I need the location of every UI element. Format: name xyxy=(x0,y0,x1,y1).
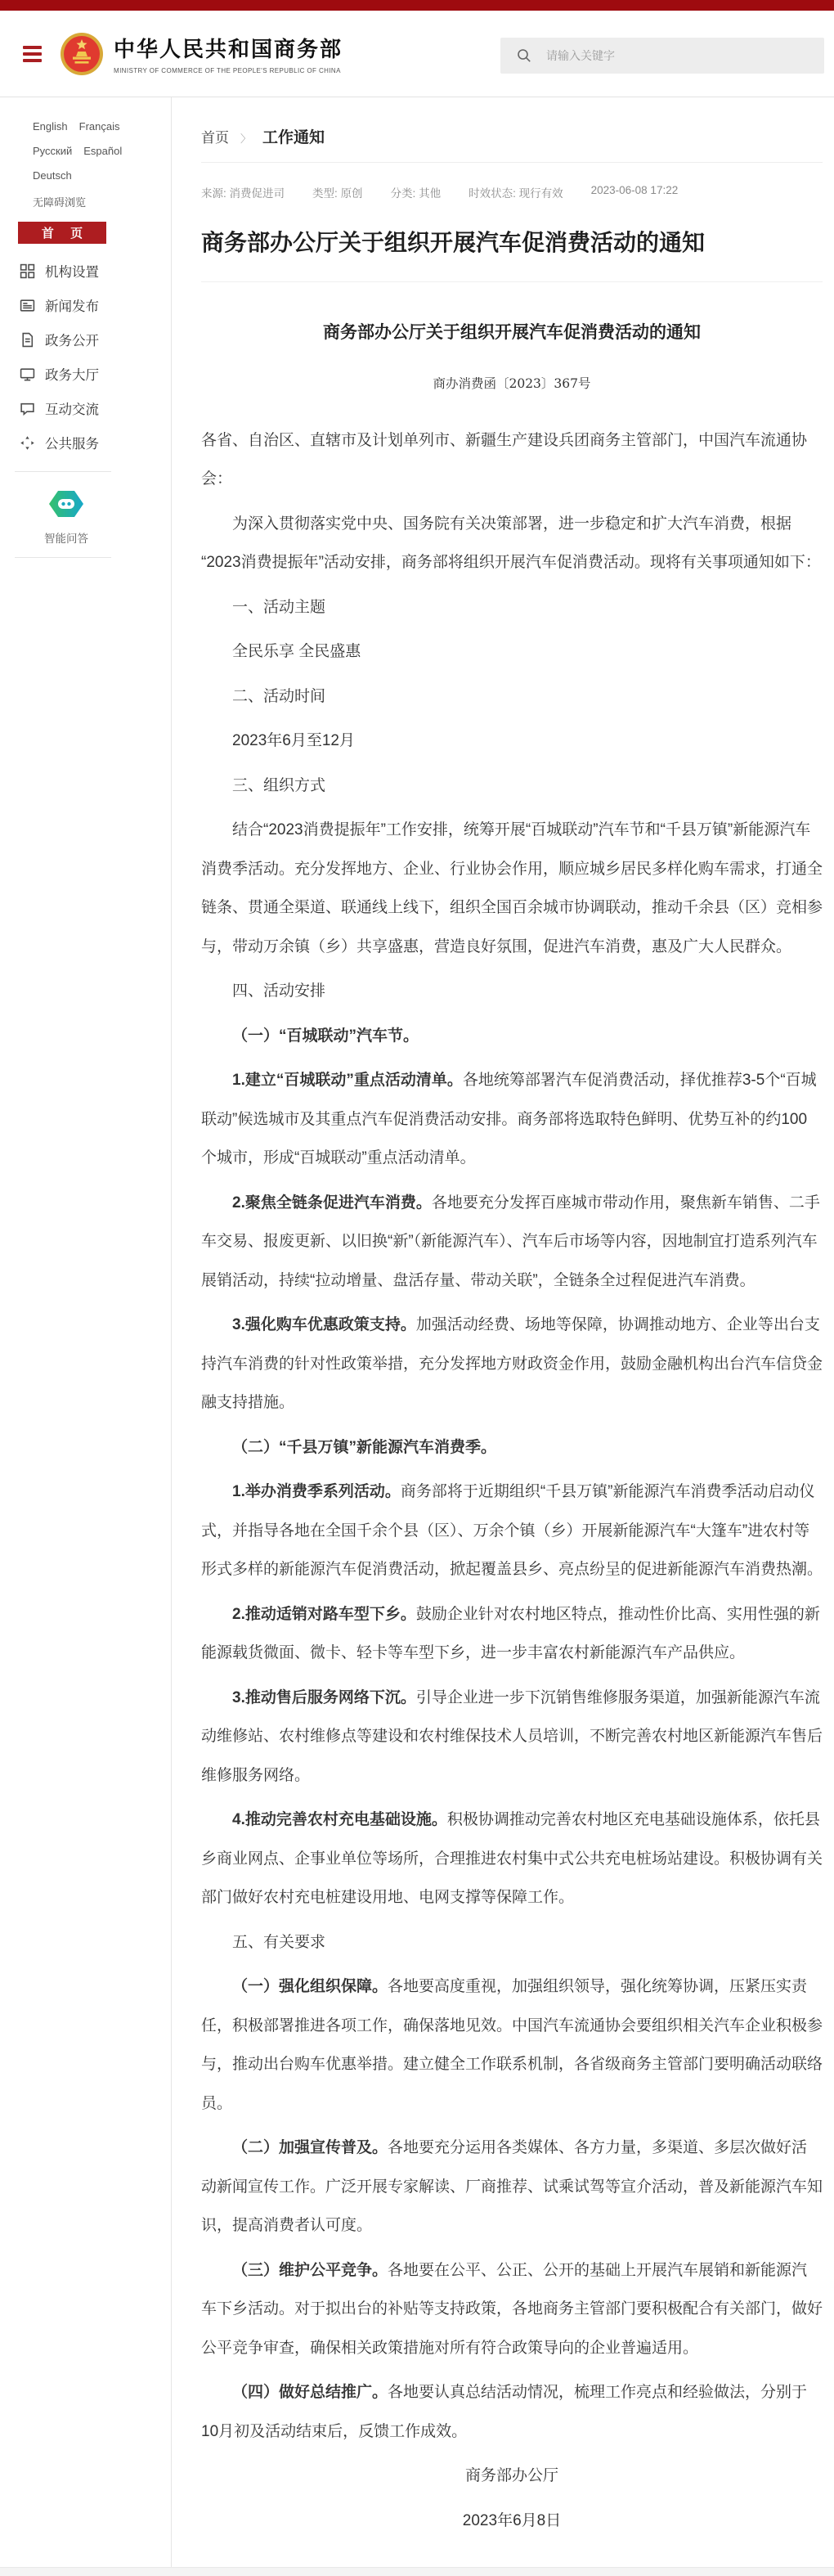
breadcrumb-current[interactable]: 工作通知 xyxy=(262,129,325,146)
search-icon xyxy=(517,48,531,63)
doc-item: 1.建立“百城联动”重点活动清单。各地统筹部署汽车促消费活动，择优推荐3-5个“百城联动”候选城市及其重点汽车促消费活动安排。商务部将选取特色鲜明、优势互补的约100个城市，形成“百城联动”重点活动清单。 xyxy=(201,1072,817,1167)
doc-signer: 商务部办公厅 xyxy=(464,2467,558,2485)
chat-icon xyxy=(20,401,35,416)
sidebar-divider xyxy=(15,557,111,558)
doc-item: 4.推动完善农村充电基础设施。积极协调推动完善农村地区充电基础设施体系，依托县乡商业网点、企事业单位等场所，合理推进农村集中式公共充电桩场站建设。积极协调有关部门做好农村充电桩建设用地、电网支撑等保障工作。 xyxy=(201,1811,823,1907)
meta-category: 分类: 其他 xyxy=(390,187,442,200)
sidebar-item-interaction[interactable] xyxy=(20,391,171,425)
meta-source: 来源: 消费促进司 xyxy=(201,187,285,200)
chevron-right-icon: 〉 xyxy=(240,133,252,145)
page-title: 商务部办公厅关于组织开展汽车促消费活动的通知 xyxy=(201,230,706,255)
sidebar-item-public-service[interactable] xyxy=(20,425,171,460)
meta-type: 类型: 原创 xyxy=(312,187,363,200)
doc-paragraph: 全民乐享 全民盛惠 xyxy=(232,643,361,661)
lang-english[interactable]: English xyxy=(33,120,68,133)
language-switcher xyxy=(33,120,155,209)
lang-francais[interactable]: Français xyxy=(78,120,120,133)
search-input[interactable] xyxy=(545,48,793,63)
doc-paragraph: 结合“2023消费提振年”工作安排，统筹开展“百城联动”汽车节和“千县万镇”新能源汽车消费季活动。充分发挥地方、企业、行业协会作用，顺应城乡居民多样化购车需求，打通全链条、贯通全渠道、联通线上线下，组织全国百余城市协调联动，推动千余县（区）竞相参与，带动万余镇（乡）共享盛惠，营造良好氛围，促进汽车消费，惠及广大人民群众。 xyxy=(201,821,823,955)
doc-heading-3: 三、组织方式 xyxy=(232,776,326,794)
site-title: 中华人民共和国商务部 xyxy=(114,37,343,61)
sidebar-item-news[interactable] xyxy=(20,288,171,322)
national-emblem xyxy=(60,32,104,76)
doc-item: 2.聚焦全链条促进汽车消费。各地要充分发挥百座城市带动作用，聚焦新车销售、二手车交易、报废更新、以旧换“新”（新能源汽车）、汽车后市场等内容，因地制宜打造系列汽车展销活动，持续“拉动增量、盘活存量、带动关联”，全链条全过程促进汽车消费。 xyxy=(201,1194,820,1289)
sidebar-item-gov-disclosure[interactable] xyxy=(20,322,171,357)
sidebar-item-label: 政务大厅 xyxy=(45,368,99,383)
meta-status: 时效状态: 现行有效 xyxy=(469,187,563,200)
article-meta xyxy=(201,184,823,200)
robot-icon xyxy=(47,488,85,519)
sidebar-item-label: 新闻发布 xyxy=(45,299,99,314)
doc-item: 3.推动售后服务网络下沉。引导企业进一步下沉销售维修服务渠道，加强新能源汽车流动维修站、农村维修点等建设和农村维保技术人员培训，不断完善农村地区新能源汽车售后维修服务网络。 xyxy=(201,1688,823,1784)
document-number: 商办消费函〔2023〕367号 xyxy=(433,376,591,392)
breadcrumb-home-link[interactable]: 首页 xyxy=(201,130,229,146)
divider xyxy=(201,162,823,163)
sidebar-divider xyxy=(15,471,111,472)
doc-subheading: （一）“百城联动”汽车节。 xyxy=(232,1027,419,1045)
doc-heading-2: 二、活动时间 xyxy=(232,687,326,705)
doc-subheading: （二）“千县万镇”新能源汽车消费季。 xyxy=(232,1438,497,1456)
news-icon xyxy=(20,298,35,313)
doc-item: （一）强化组织保障。各地要高度重视，加强组织领导，强化统筹协调，压紧压实责任，积极部署推进各项工作，确保落地见效。中国汽车流通协会要组织相关汽车企业积极参与，推动出台购车优惠举措。建立健全工作联系机制，各省级商务主管部门要明确活动联络员。 xyxy=(201,1978,823,2112)
sidebar xyxy=(0,97,172,2567)
lang-espanol[interactable]: Español xyxy=(83,145,123,157)
sidebar-item-organization[interactable] xyxy=(20,254,171,288)
doc-item: 2.推动适销对路车型下乡。鼓励企业针对农村地区特点，推动性价比高、实用性强的新能源载货微面、微卡、轻卡等车型下乡，进一步丰富农村新能源汽车产品供应。 xyxy=(201,1605,820,1662)
service-icon xyxy=(20,435,35,451)
doc-date: 2023年6月8日 xyxy=(462,2511,562,2529)
doc-item: 3.强化购车优惠政策支持。加强活动经费、场地等保障，协调推动地方、企业等出台支持汽车消费的针对性政策举措，充分发挥地方财政资金作用，鼓励金融机构出台汽车信贷金融支持措施。 xyxy=(201,1316,823,1412)
doc-item: 1.举办消费季系列活动。商务部将于近期组织“千县万镇”新能源汽车消费季活动启动仪式，并指导各地在全国千余个县（区）、万余个镇（乡）开展新能源汽车“大篷车”进农村等形式多样的新能源汽车促消费活动，掀起覆盖县乡、亮点纷呈的促进新能源汽车消费热潮。 xyxy=(201,1483,823,1579)
sidebar-item-label: 政务公开 xyxy=(45,334,99,348)
doc-item: （二）加强宣传普及。各地要充分运用各类媒体、各方力量，多渠道、多层次做好活动新闻宣传工作。广泛开展专家解读、厂商推荐、试乘试驾等宣介活动，普及新能源汽车知识，提高消费者认可度。 xyxy=(201,2139,823,2235)
doc-heading-1: 一、活动主题 xyxy=(232,598,326,616)
hamburger-menu-icon[interactable] xyxy=(23,43,42,65)
doc-heading-4: 四、活动安排 xyxy=(232,982,326,1000)
grid-icon xyxy=(20,263,35,279)
divider xyxy=(201,281,823,282)
doc-item: （四）做好总结推广。各地要认真总结活动情况，梳理工作亮点和经验做法，分别于10月初及活动结束后，反馈工作成效。 xyxy=(201,2384,808,2440)
footer-strip xyxy=(0,2567,834,2576)
sidebar-item-label: 互动交流 xyxy=(45,402,99,417)
sidebar-nav xyxy=(20,254,171,460)
doc-paragraph: 为深入贯彻落实党中央、国务院有关决策部署，进一步稳定和扩大汽车消费，根据“2023消费提振年”活动安排，商务部将组织开展汽车促消费活动。现将有关事项通知如下： xyxy=(201,515,821,572)
site-header xyxy=(0,11,834,97)
search-box[interactable] xyxy=(500,38,824,74)
main-content xyxy=(172,97,834,2567)
lang-accessibility[interactable]: 无障碍浏览 xyxy=(33,196,87,209)
meta-datetime: 2023-06-08 17:22 xyxy=(590,184,679,196)
monitor-icon xyxy=(20,366,35,382)
lang-deutsch[interactable]: Deutsch xyxy=(33,169,72,182)
document-icon xyxy=(20,332,35,348)
document-body xyxy=(201,318,823,2568)
doc-item: （三）维护公平竞争。各地要在公平、公正、公开的基础上开展汽车展销和新能源汽车下乡活动。对于拟出台的补贴等支持政策，各地商务主管部门要积极配合有关部门，做好公平竞争审查，确保相关政策措施对所有符合政策导向的企业普遍适用。 xyxy=(201,2261,823,2357)
sidebar-item-label: 公共服务 xyxy=(45,437,99,452)
top-red-bar xyxy=(0,0,834,11)
smart-qa-label: 智能问答 xyxy=(44,533,88,545)
document-title: 商务部办公厅关于组织开展汽车促消费活动的通知 xyxy=(323,321,701,342)
site-title-block xyxy=(114,33,343,74)
doc-salutation: 各省、自治区、直辖市及计划单列市、新疆生产建设兵团商务主管部门，中国汽车流通协会： xyxy=(201,431,808,488)
site-subtitle: MINISTRY OF COMMERCE OF THE PEOPLE'S REPUBLIC OF CHINA xyxy=(114,67,341,74)
doc-heading-5: 五、有关要求 xyxy=(232,1933,326,1951)
doc-paragraph: 2023年6月至12月 xyxy=(232,732,355,750)
breadcrumb xyxy=(201,97,823,147)
smart-qa-entry[interactable] xyxy=(5,488,128,546)
sidebar-item-label: 机构设置 xyxy=(45,265,99,280)
sidebar-item-gov-hall[interactable] xyxy=(20,357,171,391)
lang-russian[interactable]: Русский xyxy=(33,145,73,157)
sidebar-item-home[interactable]: 首 页 xyxy=(18,222,106,244)
